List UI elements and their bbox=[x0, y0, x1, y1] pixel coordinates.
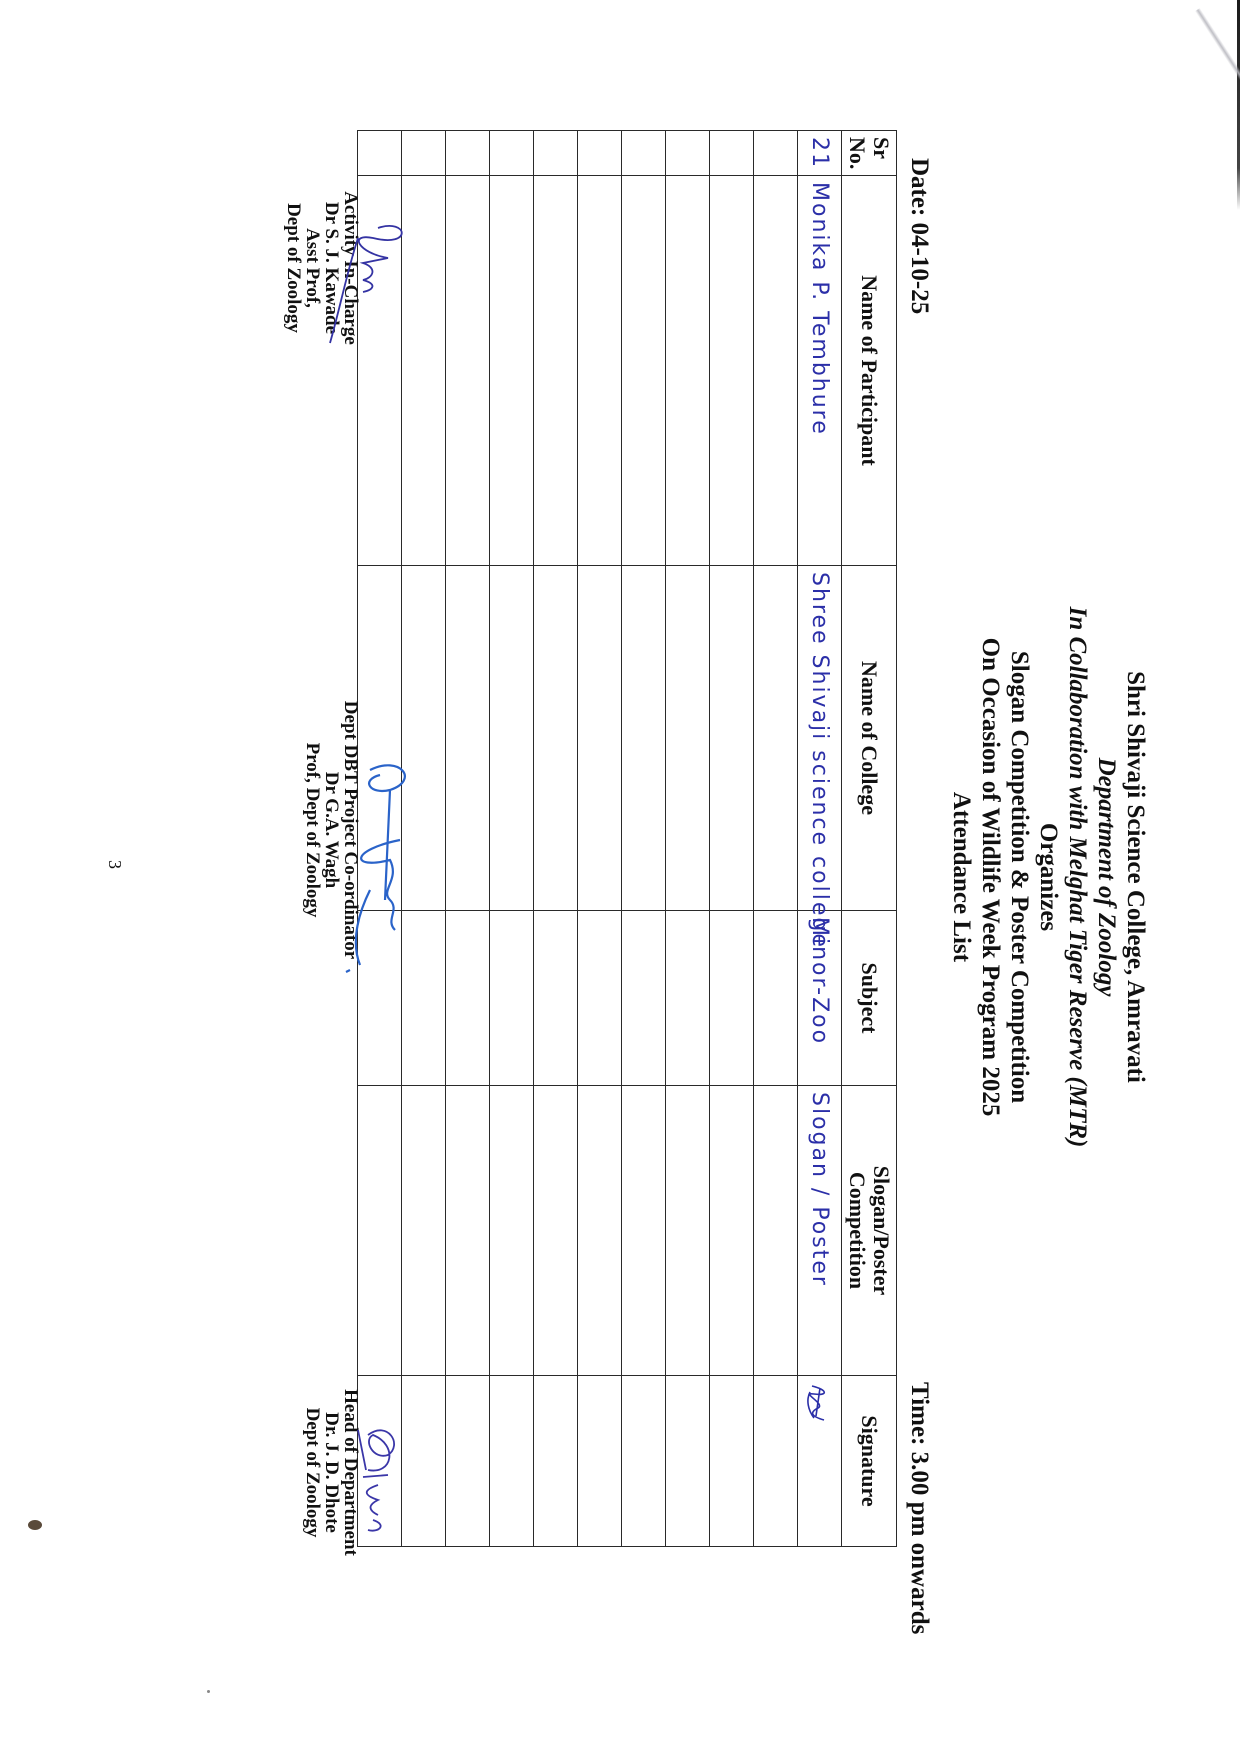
department-name: Department of Zoology bbox=[1093, 757, 1120, 997]
table-row bbox=[798, 131, 842, 1547]
left-dept: Dept of Zoology bbox=[283, 203, 304, 333]
cell-college bbox=[534, 566, 578, 911]
cell-college: Shree Shivaji science college bbox=[798, 566, 842, 911]
cell-participant-name bbox=[534, 176, 578, 566]
cell-competition bbox=[446, 1086, 490, 1376]
cell-participant-name bbox=[710, 176, 754, 566]
right-role: Head of Department bbox=[340, 1389, 361, 1556]
cell-sr bbox=[578, 131, 622, 176]
cell-participant-name bbox=[754, 176, 798, 566]
event-date: Date: 04-10-25 bbox=[906, 158, 933, 315]
cell-sr bbox=[490, 131, 534, 176]
cell-subject bbox=[710, 911, 754, 1086]
cell-college bbox=[446, 566, 490, 911]
table-row-empty bbox=[710, 131, 754, 1547]
document-header bbox=[947, 0, 1150, 1754]
table-row-empty bbox=[754, 131, 798, 1547]
cell-sr bbox=[402, 131, 446, 176]
middle-title: Prof, Dept of Zoology bbox=[302, 742, 323, 918]
cell-subject bbox=[666, 911, 710, 1086]
middle-name: Dr G.A. Wagh bbox=[321, 771, 342, 889]
table-row-empty bbox=[622, 131, 666, 1547]
scan-streak-artifact bbox=[1195, 8, 1240, 196]
cell-participant-name bbox=[446, 176, 490, 566]
left-role: Activity In-Charge bbox=[340, 191, 361, 345]
left-title: Asst Prof, bbox=[302, 228, 323, 308]
cell-sr bbox=[754, 131, 798, 176]
list-title: Attendance List bbox=[948, 791, 975, 963]
cell-subject bbox=[446, 911, 490, 1086]
column-header-competition bbox=[842, 1086, 897, 1376]
event-time: Time: 3.00 pm onwards bbox=[906, 1382, 933, 1635]
cell-college bbox=[578, 566, 622, 911]
institution-name: Shri Shivaji Science College, Amravati bbox=[1122, 671, 1149, 1083]
table-row-empty bbox=[578, 131, 622, 1547]
cell-college bbox=[754, 566, 798, 911]
cell-participant-name bbox=[490, 176, 534, 566]
cell-competition bbox=[754, 1086, 798, 1376]
occasion-line: On Occasion of Wildlife Week Program 2025 bbox=[977, 637, 1004, 1117]
cell-competition bbox=[578, 1086, 622, 1376]
cell-college bbox=[710, 566, 754, 911]
signatory-activity-in-charge bbox=[284, 168, 360, 368]
cell-participant-name bbox=[666, 176, 710, 566]
cell-signature bbox=[578, 1376, 622, 1547]
cell-signature bbox=[754, 1376, 798, 1547]
column-header-signature: Signature bbox=[842, 1376, 897, 1547]
cell-subject bbox=[534, 911, 578, 1086]
column-header-name: Name of Participant bbox=[842, 176, 897, 566]
column-header-subject: Subject bbox=[842, 911, 897, 1086]
right-dept: Dept of Zoology bbox=[302, 1407, 323, 1538]
table-header-row bbox=[842, 131, 897, 1547]
wagh-signature-icon bbox=[330, 750, 430, 980]
cell-sr bbox=[358, 131, 402, 176]
cell-subject bbox=[622, 911, 666, 1086]
cell-participant-name: Monika P. Tembhure bbox=[798, 176, 842, 566]
cell-participant-name bbox=[578, 176, 622, 566]
attendance-table bbox=[357, 130, 897, 1547]
cell-sr bbox=[446, 131, 490, 176]
cell-participant-name bbox=[622, 176, 666, 566]
left-name: Dr S. J. Kawade bbox=[321, 201, 342, 335]
competition-label-line2: Competition bbox=[845, 1171, 870, 1290]
table-row-empty bbox=[446, 131, 490, 1547]
sr-label-line1: Sr bbox=[869, 137, 894, 159]
cell-signature bbox=[534, 1376, 578, 1547]
column-header-sr bbox=[842, 131, 897, 176]
cell-competition bbox=[534, 1086, 578, 1376]
scan-speck-artifact bbox=[28, 1520, 42, 1530]
cell-sr: 21 bbox=[798, 131, 842, 176]
table-row-empty bbox=[534, 131, 578, 1547]
table-row-empty bbox=[490, 131, 534, 1547]
cell-competition bbox=[358, 1086, 402, 1376]
middle-role: Dept DBT Project Co-ordinator bbox=[340, 700, 361, 960]
cell-competition bbox=[402, 1086, 446, 1376]
cell-signature bbox=[666, 1376, 710, 1547]
cell-competition: Slogan / Poster bbox=[798, 1086, 842, 1376]
cell-subject bbox=[490, 911, 534, 1086]
collaboration-line: In Collaboration with Melghat Tiger Reserve (MTR) bbox=[1064, 606, 1091, 1148]
cell-competition bbox=[666, 1086, 710, 1376]
dhote-signature-icon bbox=[338, 1415, 408, 1565]
cell-sr bbox=[534, 131, 578, 176]
cell-college bbox=[622, 566, 666, 911]
signatory-head-of-department bbox=[303, 1385, 360, 1560]
cell-competition bbox=[490, 1086, 534, 1376]
sr-label-line2: No. bbox=[845, 137, 870, 170]
cell-competition bbox=[710, 1086, 754, 1376]
cell-signature bbox=[710, 1376, 754, 1547]
organizes-line: Organizes bbox=[1035, 822, 1062, 932]
cell-sr bbox=[710, 131, 754, 176]
kawade-signature-icon bbox=[328, 208, 418, 348]
cell-signature bbox=[402, 1376, 446, 1547]
cell-signature bbox=[446, 1376, 490, 1547]
page-number: 3 bbox=[105, 860, 125, 869]
cell-college bbox=[490, 566, 534, 911]
cell-competition bbox=[622, 1086, 666, 1376]
cell-sr bbox=[622, 131, 666, 176]
cell-signature bbox=[490, 1376, 534, 1547]
cell-subject bbox=[754, 911, 798, 1086]
cell-sr bbox=[666, 131, 710, 176]
competition-label-line1: Slogan/Poster bbox=[869, 1165, 894, 1296]
cell-college bbox=[666, 566, 710, 911]
cell-subject bbox=[578, 911, 622, 1086]
cell-subject: Minor-Zoo bbox=[798, 911, 842, 1086]
cell-signature bbox=[622, 1376, 666, 1547]
column-header-college: Name of College bbox=[842, 566, 897, 911]
cell-signature bbox=[798, 1376, 842, 1547]
participant-signature-icon bbox=[807, 1382, 833, 1422]
right-name: Dr. J. D. Dhote bbox=[321, 1412, 342, 1533]
scan-dust-artifact bbox=[207, 1690, 210, 1693]
signatory-dbt-coordinator bbox=[303, 650, 360, 1010]
event-name: Slogan Competition & Poster Competition bbox=[1006, 650, 1033, 1104]
table-row-empty bbox=[666, 131, 710, 1547]
